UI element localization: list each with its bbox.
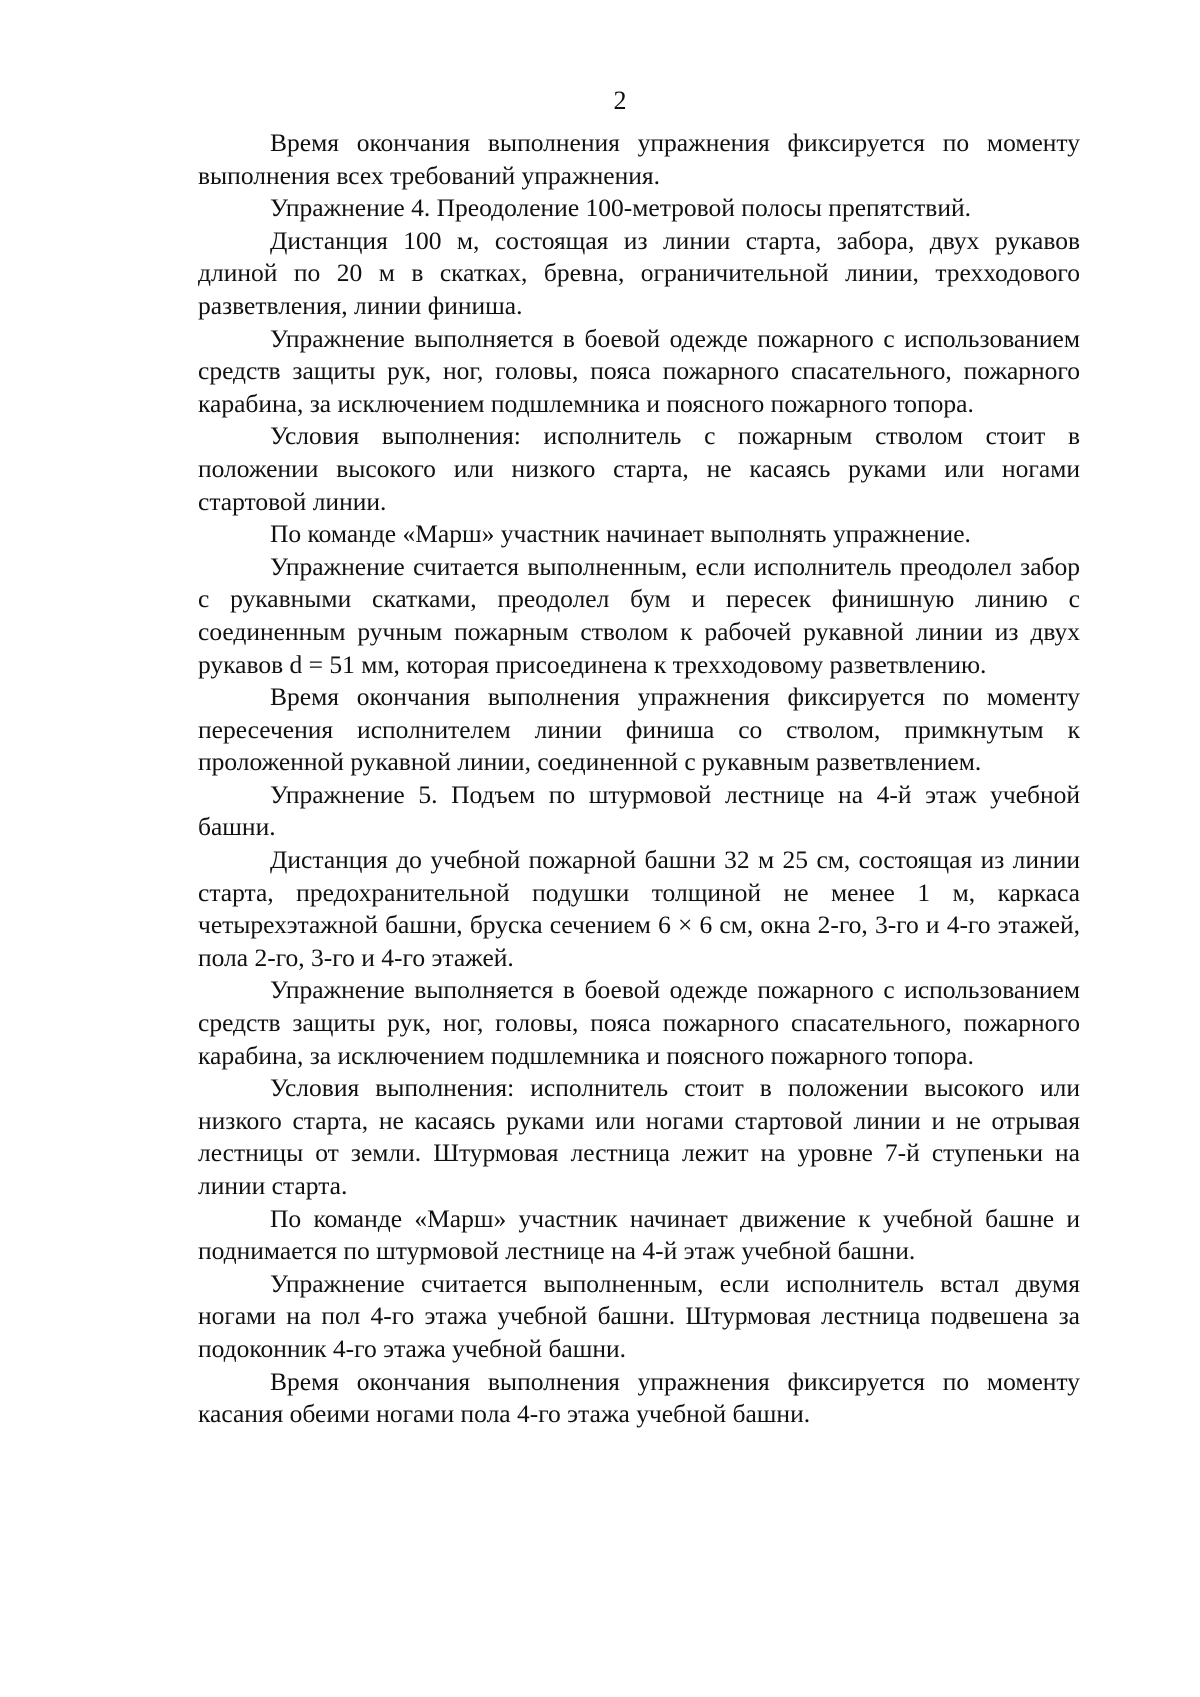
paragraph: Упражнение 5. Подъем по штурмовой лестнице на 4-й этаж учебной башни.: [198, 779, 1080, 842]
paragraph: Упражнение выполняется в боевой одежде пожарного с использованием средств защиты рук, ног, головы, пояса пожарного спасательного, пожарного карабина, за исключением подшлемника и поясного пожарного топора.: [198, 323, 1080, 418]
paragraph: Время окончания выполнения упражнения фиксируется по моменту пересечения исполнителем линии финиша со стволом, примкнутым к проложенной рукавной линии, соединенной с рукавным разветвлением.: [198, 682, 1080, 777]
page-number: 2: [613, 86, 627, 115]
paragraph: Упражнение считается выполненным, если исполнитель встал двумя ногами на пол 4-го этажа учебной башни. Штурмовая лестница подвешена за подоконник 4-го этажа учебной башни.: [198, 1268, 1080, 1363]
paragraph: Дистанция 100 м, состоящая из линии старта, забора, двух рукавов длиной по 20 м в скатках, бревна, ограничительной линии, трехходового разветвления, линии финиша.: [198, 225, 1080, 320]
paragraph: Условия выполнения: исполнитель с пожарным стволом стоит в положении высокого или низкого старта, не касаясь руками или ногами стартовой линии.: [198, 421, 1080, 516]
paragraph: Условия выполнения: исполнитель стоит в положении высокого или низкого старта, не касаясь руками или ногами стартовой линии и не отрывая лестницы от земли. Штурмовая лестница лежит на уровне 7-й ступеньки на линии старта.: [198, 1073, 1080, 1200]
paragraph: Упражнение 4. Преодоление 100-метровой полосы препятствий.: [270, 193, 972, 223]
paragraph: Время окончания выполнения упражнения фиксируется по моменту выполнения всех требований упражнения.: [198, 128, 1080, 190]
paragraph: Упражнение считается выполненным, если исполнитель преодолел забор с рукавными скатками, преодолел бум и пересек финишную линию с соединенным ручным пожарным стволом к рабочей рукавной линии из двух рукавов d = 51 мм, которая присоединена к трехходовому разветвлению.: [198, 551, 1080, 679]
body-text: [198, 127, 1080, 1431]
paragraph: Упражнение выполняется в боевой одежде пожарного с использованием средств защиты рук, ног, головы, пояса пожарного спасательного, пожарного карабина, за исключением подшлемника и поясного пожарного топора.: [198, 975, 1080, 1070]
paragraph: По команде «Марш» участник начинает выполнять упражнение.: [270, 519, 971, 549]
paragraph: Дистанция до учебной пожарной башни 32 м 25 см, состоящая из линии старта, предохранительной подушки толщиной не менее 1 м, каркаса четырехэтажной башни, бруска сечением 6 × 6 см, окна 2-го, 3-го и 4-го этажей, пола 2-го, 3-го и 4-го этажей.: [198, 845, 1080, 972]
paragraph: По команде «Марш» участник начинает движение к учебной башне и поднимается по штурмовой лестнице на 4-й этаж учебной башни.: [198, 1203, 1080, 1266]
paragraph: Время окончания выполнения упражнения фиксируется по моменту касания обеими ногами пола 4-го этажа учебной башни.: [198, 1366, 1080, 1429]
